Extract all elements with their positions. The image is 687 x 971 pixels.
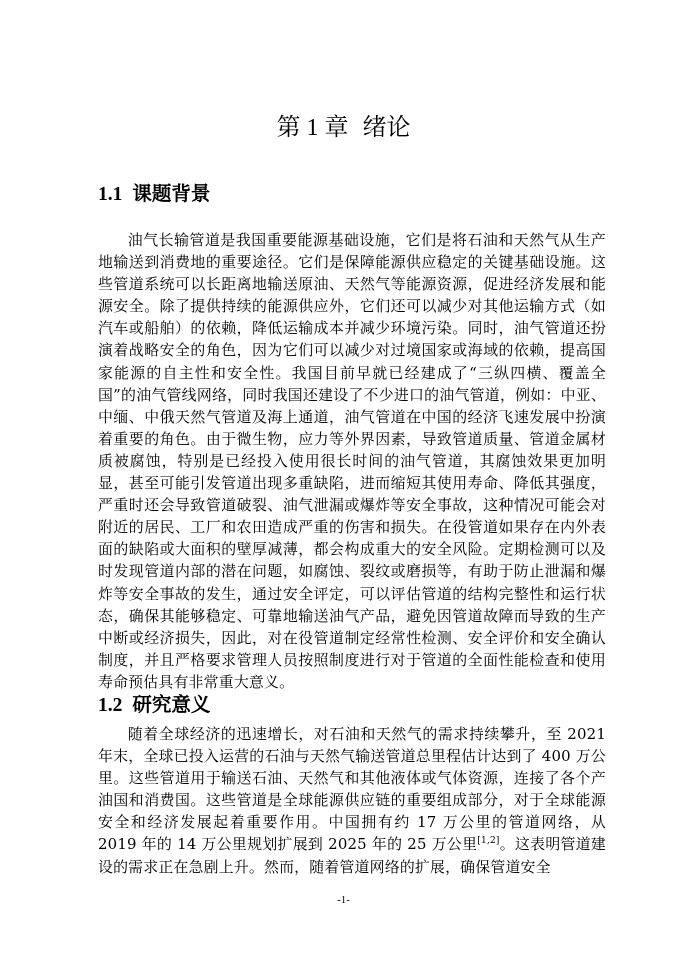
page-number: -1-	[337, 894, 350, 906]
paragraph-text: 。这表明管道建设的需求正在急剧上升。然而，随着管道网络的扩展，确保管道安全	[98, 835, 606, 876]
paragraph-text: 随着全球经济的迅速增长，对石油和天然气的需求持续攀升，至 2021 年末，全球已投入运营的石油与天然气输送管道总里程估计达到了 400 万公里。这些管道用于输送石油、天然气和其他液体或气体资源，连接了各个产油国和消费国。这些管道是全球能源供应链的重要组成部分，对于全球能源安全和经济发展起着重要作用。中国拥有约 17 万公里的管道网络，从 2019 年的 14 万公里规划扩展到 2025 年的 25 万公里	[98, 725, 606, 854]
chapter-title	[0, 110, 687, 145]
section-title: 研究意义	[132, 693, 211, 716]
section-heading-background	[98, 181, 210, 208]
paragraph-background: 油气长输管道是我国重要能源基础设施，它们是将石油和天然气从生产地输送到消费地的重要途径。它们是保障能源供应稳定的关键基础设施。这些管道系统可以长距离地输送原油、天然气等能源资源，促进经济发展和能源安全。除了提供持续的能源供应外，它们还可以减少对其他运输方式（如汽车或船舶）的依赖，降低运输成本并减少环境污染。同时，油气管道还扮演着战略安全的角色，因为它们可以减少对过境国家或海域的依赖，提高国家能源的自主性和安全性。我国目前早就已经建成了“三纵四横、覆盖全国”的油气管线网络，同时我国还建设了不少进口的油气管道，例如：中亚、中缅、中俄天然气管道及海上通道，油气管道在中国的经济飞速发展中扮演着重要的角色。由于微生物，应力等外界因素，导致管道质量、管道金属材质被腐蚀，特别是已经投入使用很长时间的油气管道，其腐蚀效果更加明显，甚至可能引发管道出现多重缺陷，进而缩短其使用寿命、降低其强度，严重时还会导致管道破裂、油气泄漏或爆炸等安全事故，这种情况可能会对附近的居民、工厂和农田造成严重的伤害和损失。在役管道如果存在内外表面的缺陷或大面积的壁厚减薄，都会构成重大的安全风险。定期检测可以及时发现管道内部的潜在问题，如腐蚀、裂纹或磨损等，有助于防止泄漏和爆炸等安全事故的发生，通过安全评定，可以评估管道的结构完整性和运行状态，确保其能够稳定、可靠地输送油气产品，避免因管道故障而导致的生产中断或经济损失，因此，对在役管道制定经常性检测、安全评价和安全确认制度，并且严格要求管理人员按照制度进行对于管道的全面性能检查和使用寿命预估具有非常重大意义。	[98, 231, 606, 691]
chapter-number: 第 1 章	[276, 115, 349, 141]
section-number: 1.1	[98, 184, 123, 205]
section-number: 1.2	[98, 695, 123, 716]
citation-reference: [1,2]	[477, 836, 500, 847]
section-heading-significance	[98, 692, 210, 719]
chapter-name: 绪论	[362, 113, 411, 141]
paragraph-significance	[98, 723, 606, 878]
section-title: 课题背景	[132, 182, 211, 205]
